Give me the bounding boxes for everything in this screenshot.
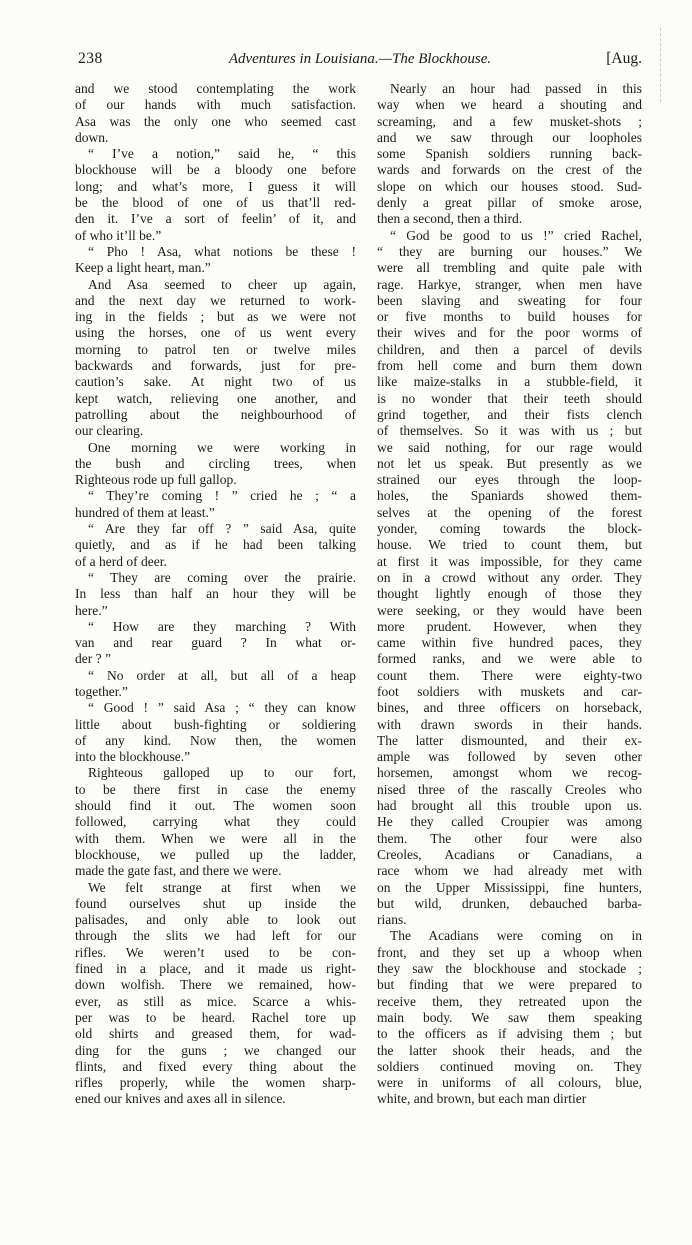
text-line: been slaving and sweating for four — [377, 292, 642, 308]
text-line: One morning we were working in — [88, 439, 356, 455]
text-line: quietly, and as if he had been talking — [75, 537, 356, 553]
text-line: were in uniforms of all colours, blue, — [377, 1075, 642, 1091]
text-line: ever, as still as mice. Scarce a whis- — [75, 993, 356, 1009]
text-line: wards and forwards on the crest of the — [377, 162, 642, 178]
text-line: “ They’re coming ! ” cried he ; “ a — [88, 488, 356, 504]
text-line: Righteous rode up full gallop. — [75, 472, 237, 488]
text-line: at first it was impossible, for they came — [377, 553, 642, 569]
page-header — [0, 0, 692, 68]
text-line: “ They are coming over the prairie. — [88, 569, 356, 585]
text-line: little about bush-fighting or soldiering — [75, 716, 356, 732]
text-line: to the officers as if advising them ; but — [377, 1026, 642, 1042]
scan-artifact-line — [660, 28, 661, 102]
text-line: In less than half an hour they will be — [75, 586, 356, 602]
text-line: van and rear guard ? In what or- — [75, 635, 356, 651]
text-line: patrolling about the neighbourhood of — [75, 406, 356, 422]
text-line: down. — [75, 129, 109, 145]
text-line: The Acadians were coming on in — [390, 928, 642, 944]
text-line: and the next day we returned to work- — [75, 292, 356, 308]
text-line: Asa was the only one who seemed cast — [75, 113, 356, 129]
text-line: not let us speak. But presently as we — [377, 455, 642, 471]
text-line: nised three of the rascally Creoles who — [377, 781, 642, 797]
text-line: with them. When we were all in the — [75, 830, 356, 846]
text-line: race whom we had already met with — [377, 863, 642, 879]
text-line: from hell come and burn them down — [377, 358, 642, 374]
text-line: into the blockhouse.” — [75, 749, 191, 765]
text-line: front, and they set up a whoop when — [377, 944, 642, 960]
text-line: count them. There were eighty-two — [377, 667, 642, 683]
text-line: old shirts and greased them, for wad- — [75, 1026, 356, 1042]
text-line: “ How are they marching ? With — [88, 618, 356, 634]
paragraph — [75, 277, 356, 440]
text-line: of themselves. So it was with us ; but — [377, 423, 642, 439]
text-line: found ourselves shut up inside the — [75, 895, 356, 911]
text-line: of who it’ll be.” — [75, 227, 162, 243]
text-line: the latter shook their heads, and the — [377, 1042, 642, 1058]
text-line: the bush and circling trees, when — [75, 455, 356, 471]
right-column — [377, 81, 642, 1108]
text-line: main body. We saw them speaking — [377, 1009, 642, 1025]
text-line: yonder, coming towards the block- — [377, 521, 642, 537]
paragraph — [75, 440, 356, 489]
text-line: white, and brown, but each man dirtier — [377, 1091, 587, 1107]
text-line: of a herd of deer. — [75, 553, 167, 569]
text-line: “ No order at all, but all of a heap — [88, 667, 356, 683]
paragraph — [75, 244, 356, 277]
text-line: with drawn swords in their hands. — [377, 716, 642, 732]
text-line: “ they are burning our houses.” We — [377, 243, 642, 259]
text-line: should find it out. The women soon — [75, 798, 356, 814]
text-line: here.” — [75, 602, 108, 618]
text-line: The latter dismounted, and their ex- — [377, 732, 642, 748]
text-line: fined in a place, and it made us right- — [75, 961, 356, 977]
text-line: backwards and forwards, just for pre- — [75, 358, 356, 374]
text-columns — [0, 68, 692, 1108]
text-line: and we saw through our loopholes — [377, 129, 642, 145]
text-line: foot soldiers with muskets and car- — [377, 683, 642, 699]
text-line: some Spanish soldiers running back- — [377, 146, 642, 162]
text-line: or five months to build houses for — [377, 309, 642, 325]
text-line: like maize-stalks in a stubble-field, it — [377, 374, 642, 390]
text-line: to be there first in case the enemy — [75, 781, 356, 797]
text-line: more prudent. However, when they — [377, 618, 642, 634]
paragraph — [75, 81, 356, 146]
text-line: palisades, and only able to look out — [75, 912, 356, 928]
text-line: were all trembling and quite pale with — [377, 260, 642, 276]
left-column — [75, 81, 356, 1108]
text-line: grind together, and their fists clench — [377, 406, 642, 422]
text-line: selves at the opening of the forest — [377, 504, 642, 520]
text-line: blockhouse, we pulled up the ladder, — [75, 846, 356, 862]
text-line: receive them, they retreated upon the — [377, 993, 642, 1009]
text-line: Keep a light heart, man.” — [75, 260, 211, 276]
text-line: screaming, and a few musket-shots ; — [377, 113, 642, 129]
text-line: “ Good ! ” said Asa ; “ they can know — [88, 700, 356, 716]
running-title: Adventures in Louisiana.—The Blockhouse. — [228, 51, 492, 67]
text-line: then a second, then a third. — [377, 211, 523, 227]
text-line: kept watch, relieving one another, and — [75, 390, 356, 406]
text-line: long; and what’s more, I guess it will — [75, 178, 356, 194]
text-line: but wild, drunken, debauched barba- — [377, 895, 642, 911]
text-line: came within five hundred paces, they — [377, 635, 642, 651]
paragraph — [75, 619, 356, 668]
text-line: Righteous galloped up to our fort, — [88, 765, 356, 781]
text-line: strained our eyes through the loop- — [377, 472, 642, 488]
text-line: ample was followed by seven other — [377, 749, 642, 765]
text-line: of our hands with much satisfaction. — [75, 97, 356, 113]
text-line: down wolfish. There we remained, how- — [75, 977, 356, 993]
text-line: He they called Croupier was among — [377, 814, 642, 830]
page-number: 238 — [78, 50, 103, 67]
paragraph — [377, 928, 642, 1107]
text-line: formed ranks, and we were able to — [377, 651, 642, 667]
text-line: horsemen, amongst whom we recog- — [377, 765, 642, 781]
paragraph — [75, 521, 356, 570]
text-line: And Asa seemed to cheer up again, — [88, 276, 356, 292]
text-line: them. The other four were also — [377, 830, 642, 846]
text-line: “ Are they far off ? ” said Asa, quite — [88, 521, 356, 537]
text-line: be the blood of one of us that’ll red- — [75, 195, 356, 211]
text-line: rifles. We weren’t used to be con- — [75, 944, 356, 960]
paragraph — [75, 668, 356, 701]
paragraph — [75, 488, 356, 521]
paragraph — [75, 880, 356, 1108]
text-line: holes, the Spaniards showed them- — [377, 488, 642, 504]
text-line: way when we heard a shouting and — [377, 97, 642, 113]
text-line: together.” — [75, 683, 128, 699]
text-line: on in a crowd without any order. They — [377, 569, 642, 585]
paragraph — [377, 81, 642, 228]
text-line: rifles properly, while the women sharp- — [75, 1075, 356, 1091]
paragraph — [377, 228, 642, 929]
text-line: ding for the guns ; we changed our — [75, 1042, 356, 1058]
issue-label: [Aug. — [606, 50, 642, 67]
text-line: denly a great pillar of smoke arose, — [377, 195, 642, 211]
text-line: and we stood contemplating the work — [75, 81, 356, 96]
text-line: rage. Harkye, stranger, when men have — [377, 276, 642, 292]
text-line: “ God be good to us !” cried Rachel, — [390, 227, 642, 243]
text-line: using the horses, one of us went every — [75, 325, 356, 341]
text-line: slope on which our houses stood. Sud- — [377, 178, 642, 194]
text-line: were seeking, or they would have been — [377, 602, 642, 618]
text-line: der ? ” — [75, 651, 111, 667]
paragraph — [75, 570, 356, 619]
text-line: rians. — [377, 912, 407, 928]
text-line: bines, and three officers on horseback, — [377, 700, 642, 716]
text-line: Nearly an hour had passed in this — [390, 81, 642, 96]
text-line: through the slits we had left for our — [75, 928, 356, 944]
text-line: flints, and fixed every thing about the — [75, 1058, 356, 1074]
paragraph — [75, 146, 356, 244]
text-line: but finding that we were prepared to — [377, 977, 642, 993]
text-line: ened our knives and axes all in silence. — [75, 1091, 286, 1107]
text-line: hundred of them at least.” — [75, 504, 215, 520]
text-line: children, and then a parcel of devils — [377, 341, 642, 357]
paragraph — [75, 700, 356, 765]
text-line: caution’s sake. At night two of us — [75, 374, 356, 390]
text-line: morning to patrol ten or twelve miles — [75, 341, 356, 357]
text-line: We felt strange at first when we — [88, 879, 356, 895]
text-line: made the gate fast, and there we were. — [75, 863, 282, 879]
text-line: “ I’ve a notion,” said he, “ this — [88, 146, 356, 162]
text-line: our clearing. — [75, 423, 144, 439]
text-line: soldiers continued moving on. They — [377, 1058, 642, 1074]
text-line: blockhouse will be a bloody one before — [75, 162, 356, 178]
text-line: had brought all this trouble upon us. — [377, 798, 642, 814]
text-line: “ Pho ! Asa, what notions be these ! — [88, 243, 356, 259]
text-line: ing in the fields ; but as we were not — [75, 309, 356, 325]
text-line: we said nothing, for our rage would — [377, 439, 642, 455]
text-line: per was to be heard. Rachel tore up — [75, 1009, 356, 1025]
text-line: of any kind. Now then, the women — [75, 732, 356, 748]
text-line: on the Upper Mississippi, fine hunters, — [377, 879, 642, 895]
text-line: den it. I’ve a sort of feelin’ of it, and — [75, 211, 356, 227]
text-line: thought lightly enough of those they — [377, 586, 642, 602]
text-line: house. We tried to count them, but — [377, 537, 642, 553]
text-line: is no wonder that their teeth should — [377, 390, 642, 406]
text-line: followed, carrying what they could — [75, 814, 356, 830]
text-line: Creoles, Acadians or Canadians, a — [377, 846, 642, 862]
text-line: they saw the blockhouse and stockade ; — [377, 961, 642, 977]
paragraph — [75, 765, 356, 879]
text-line: their wives and for the poor worms of — [377, 325, 642, 341]
